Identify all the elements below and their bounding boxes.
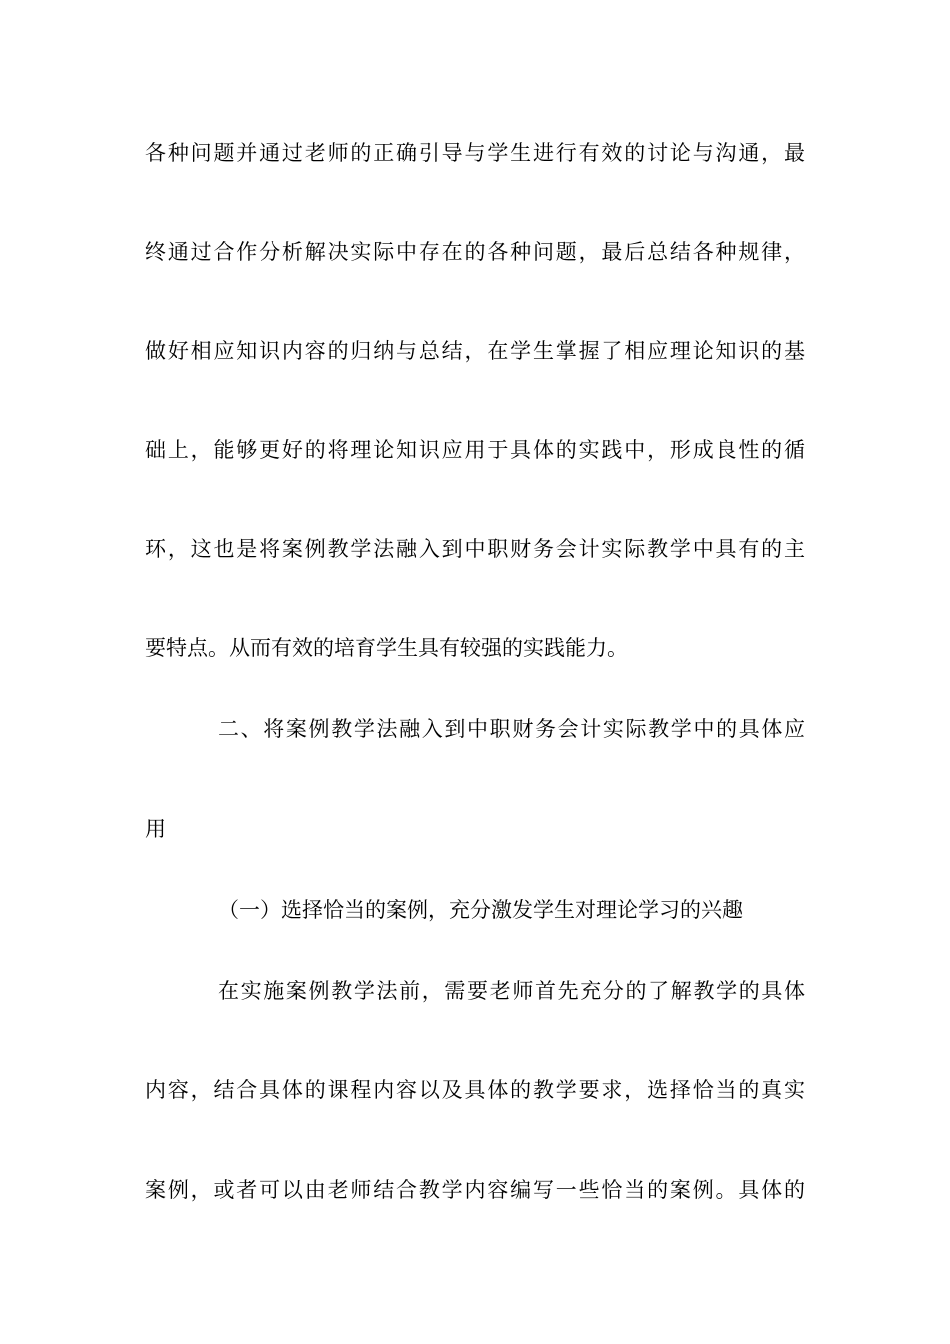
paragraph-line: 内容，结合具体的课程内容以及具体的教学要求，选择恰当的真实 bbox=[145, 1078, 805, 1102]
section-heading-line: 二、将案例教学法融入到中职财务会计实际教学中的具体应 bbox=[218, 717, 805, 741]
paragraph-line: 终通过合作分析解决实际中存在的各种问题，最后总结各种规律， bbox=[145, 240, 805, 264]
paragraph-line: 环，这也是将案例教学法融入到中职财务会计实际教学中具有的主 bbox=[145, 537, 805, 561]
subheading: （一）选择恰当的案例，充分激发学生对理论学习的兴趣 bbox=[218, 898, 743, 922]
paragraph-line: 案例，或者可以由老师结合教学内容编写一些恰当的案例。具体的 bbox=[145, 1178, 805, 1202]
paragraph-line: 在实施案例教学法前，需要老师首先充分的了解教学的具体 bbox=[218, 979, 805, 1003]
paragraph-line: 要特点。从而有效的培育学生具有较强的实践能力。 bbox=[145, 636, 628, 660]
paragraph-line: 做好相应知识内容的归纳与总结，在学生掌握了相应理论知识的基 bbox=[145, 339, 805, 363]
paragraph-line: 础上，能够更好的将理论知识应用于具体的实践中，形成良性的循 bbox=[145, 438, 805, 462]
paragraph-line: 各种问题并通过老师的正确引导与学生进行有效的讨论与沟通，最 bbox=[145, 141, 805, 165]
section-heading-line: 用 bbox=[145, 817, 166, 841]
